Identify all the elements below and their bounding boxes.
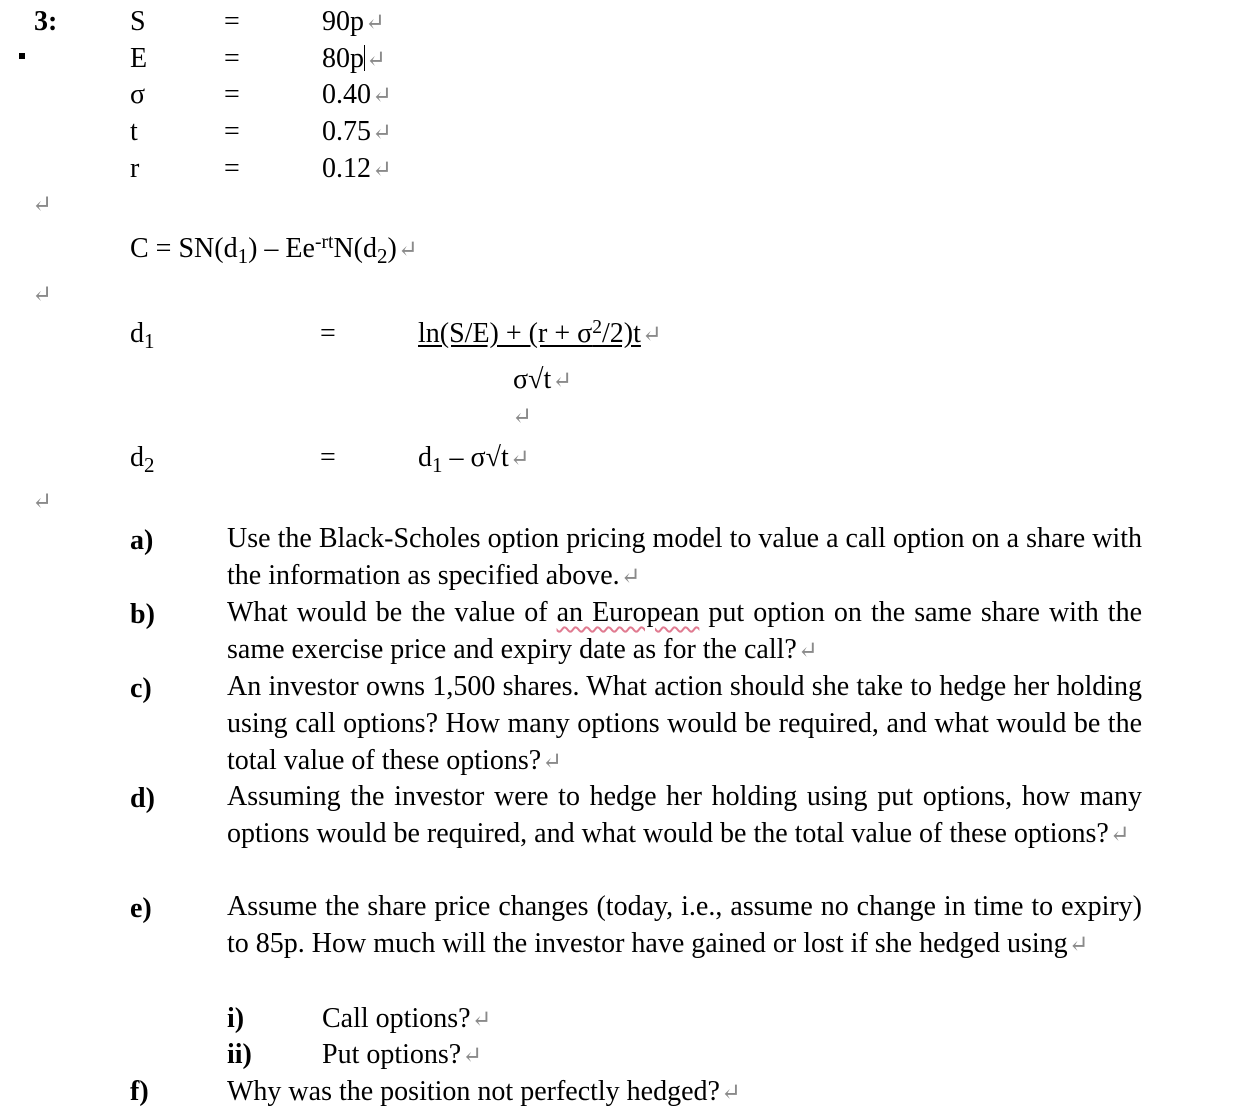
paragraph-mark-icon: ↵ [471,1007,492,1033]
variable-symbol-sigma: σ [130,79,146,110]
d2-expression[interactable]: $d_1$ – σ√t↵ [418,442,530,477]
question-text-e[interactable]: Assume the share price changes (today, i.e., assume no change in time to expiry) to 85p. How much will the investor have gained or lost if she hedged using↵ [227,891,1142,959]
paragraph-mark-icon: ↵ [620,563,641,590]
paragraph-mark-icon: ↵ [797,637,818,664]
d1-numerator[interactable]: $\ln(S/E) + (r + \sigma^2/2)t↵$ [418,317,662,349]
equals-sign: = [224,153,240,184]
variable-symbol-e: E [130,43,148,74]
question-text-f[interactable]: Why was the position not perfectly hedged?↵ [227,1076,741,1107]
paragraph-mark-icon: ↵ [32,282,53,308]
subitem-label-ii: ii) [227,1039,252,1070]
question-text-b[interactable]: What would be the value of an European put option on the same share with the same exercise price and expiry date as for the call?↵ [227,597,1142,665]
equals-sign: = [224,6,240,37]
equals-sign: = [224,43,240,74]
paragraph-mark-icon: ↵ [641,322,662,348]
subitem-text-i[interactable]: Call options?↵ [322,1003,492,1034]
paragraph-mark-icon: ↵ [372,83,392,109]
variable-value-r[interactable]: 0.12↵ [322,153,392,184]
paragraph-mark-icon: ↵ [32,489,53,515]
question-label-d: d) [130,783,155,814]
question-text-d[interactable]: Assuming the investor were to hedge her holding using put options, how many options would be required, and what would be the total value of these options?↵ [227,781,1142,849]
paragraph-mark-icon: ↵ [720,1080,741,1106]
variable-value-t[interactable]: 0.75↵ [322,116,392,147]
d1-symbol: $d_1$ [130,318,155,353]
paragraph-mark-icon: ↵ [366,47,386,73]
paragraph-mark-icon: ↵ [372,157,392,183]
paragraph-mark-icon: ↵ [542,748,563,775]
paragraph-mark-icon: ↵ [32,192,53,218]
question-text-a[interactable]: Use the Black-Scholes option pricing model to value a call option on a share with the information as specified above.↵ [227,523,1142,591]
paragraph-mark-icon: ↵ [509,446,530,472]
question-label-b: b) [130,599,155,630]
d2-symbol: $d_2$ [130,442,155,477]
variable-symbol-t: t [130,116,138,147]
paragraph-mark-icon: ↵ [1068,931,1089,958]
variable-symbol-s: S [130,6,146,37]
paragraph-mark-icon: ↵ [365,10,385,36]
variable-value-s[interactable]: 90p↵ [322,6,385,37]
equals-sign: = [320,442,336,473]
paragraph-mark-icon: ↵ [397,237,418,263]
paragraph-mark-icon: ↵ [512,404,533,430]
list-bullet-marker [19,53,25,59]
subitem-text-ii[interactable]: Put options?↵ [322,1039,483,1070]
spelling-flag[interactable]: an European [556,597,700,628]
variable-value-sigma[interactable]: 0.40↵ [322,79,392,110]
question-label-f: f) [130,1076,149,1107]
call-price-formula[interactable]: $C = SN(d_1)$ – $Ee^{-rt}N(d_2)↵$ [130,232,418,268]
question-label-c: c) [130,673,152,704]
question-label-a: a) [130,525,154,556]
equals-sign: = [224,79,240,110]
variable-symbol-r: r [130,153,140,184]
variable-value-e[interactable]: 80p↵ [322,43,386,74]
equals-sign: = [320,318,336,349]
d1-denominator[interactable]: σ√t↵ [513,364,573,395]
text-cursor [364,45,365,71]
question-number: 3: [34,6,58,37]
equals-sign: = [224,116,240,147]
paragraph-mark-icon: ↵ [552,368,573,394]
question-text-c[interactable]: An investor owns 1,500 shares. What action should she take to hedge her holding using call options? How many options would be required, and what would be the total value of these options?↵ [227,671,1142,776]
subitem-label-i: i) [227,1003,245,1034]
paragraph-mark-icon: ↵ [372,120,392,146]
paragraph-mark-icon: ↵ [1109,821,1130,848]
question-label-e: e) [130,893,152,924]
paragraph-mark-icon: ↵ [462,1043,483,1069]
